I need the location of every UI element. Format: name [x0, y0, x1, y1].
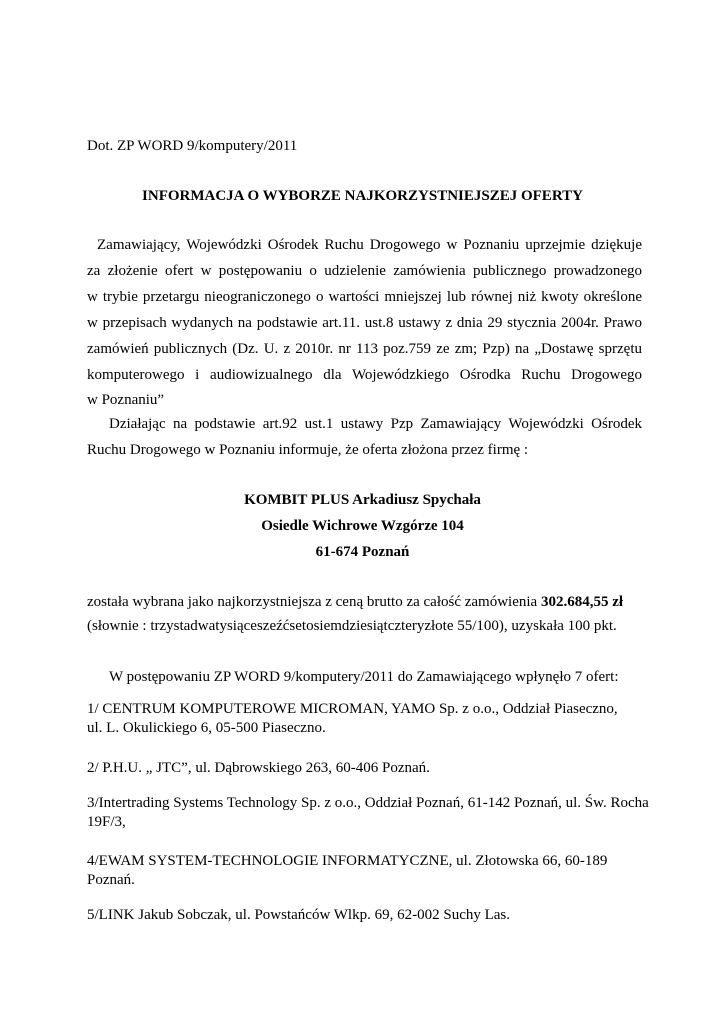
offer-3-line-1: 3/Intertrading Systems Technology Sp. z o.o., Oddział Poznań, 61-142 Poznań, ul. Św. Rocha [87, 795, 649, 811]
paragraph1-line-2: za złożenie ofert w postępowaniu o udzielenie zamówienia publicznego prowadzonego [87, 263, 642, 279]
offer-2-line-1: 2/ P.H.U. „ JTC”, ul. Dąbrowskiego 263, 60-406 Poznań. [87, 760, 430, 776]
winner-name: KOMBIT PLUS Arkadiusz Spychała [244, 492, 481, 508]
paragraph1-line-6: komputerowego i audiowizualnego dla Wojewódzkiego Ośrodka Ruchu Drogowego [87, 367, 642, 383]
selection-text: została wybrana jako najkorzystniejsza z ceną brutto za całość zamówienia [87, 594, 541, 610]
paragraph1-line-4: w przepisach wydanych na podstawie art.11. ust.8 ustawy z dnia 29 stycznia 2004r. Prawo [87, 315, 642, 331]
offer-5-line-1: 5/LINK Jakub Sobczak, ul. Powstańców Wlkp. 69, 62-002 Suchy Las. [87, 907, 511, 923]
offer-4-line-2: Poznań. [87, 872, 135, 888]
paragraph1-line-1: Zamawiający, Wojewódzki Ośrodek Ruchu Drogowego w Poznaniu uprzejmie dziękuje [97, 237, 642, 253]
document-reference: Dot. ZP WORD 9/komputery/2011 [87, 138, 298, 154]
paragraph2-line-2: Ruchu Drogowego w Poznaniu informuje, że oferta złożona przez firmę : [87, 442, 529, 458]
winner-city: 61-674 Poznań [315, 544, 410, 560]
winner-street: Osiedle Wichrowe Wzgórze 104 [261, 518, 464, 534]
paragraph2-line-1: Działając na podstawie art.92 ust.1 ustawy Pzp Zamawiający Wojewódzki Ośrodek [109, 416, 642, 432]
offer-1-line-2: ul. L. Okulickiego 6, 05-500 Piaseczno. [87, 720, 326, 736]
paragraph1-line-7: w Poznaniu” [87, 392, 165, 408]
offers-intro: W postępowaniu ZP WORD 9/komputery/2011 do Zamawiającego wpłynęło 7 ofert: [109, 669, 619, 685]
selection-statement [87, 593, 623, 611]
paragraph1-line-5: zamówień publicznych (Dz. U. z 2010r. nr 113 poz.759 ze zm; Pzp) na „Dostawę sprzętu [87, 341, 642, 357]
offer-4-line-1: 4/EWAM SYSTEM-TECHNOLOGIE INFORMATYCZNE, ul. Złotowska 66, 60-189 [87, 853, 608, 869]
offer-3-line-2: 19F/3, [87, 814, 126, 830]
offer-1-line-1: 1/ CENTRUM KOMPUTEROWE MICROMAN, YAMO Sp. z o.o., Oddział Piaseczno, [87, 701, 618, 717]
document-title: INFORMACJA O WYBORZE NAJKORZYSTNIEJSZEJ OFERTY [142, 188, 583, 204]
price-in-words: (słownie : trzystadwatysiąceszeźćsetosiemdziesiątczteryzłote 55/100), uzyskała 100 pkt. [87, 618, 617, 634]
winning-price: 302.684,55 zł [540, 594, 624, 610]
paragraph1-line-3: w trybie przetargu nieograniczonego o wartości mniejszej lub równej niż kwoty określone [87, 289, 642, 305]
